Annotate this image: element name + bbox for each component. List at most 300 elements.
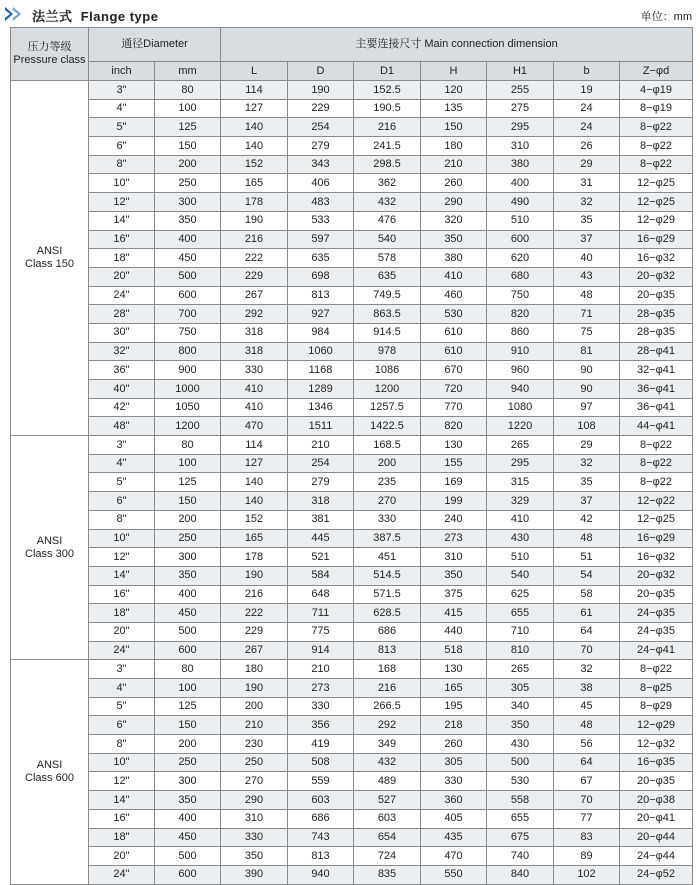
cell-L: 310 — [221, 809, 288, 828]
cell-D: 597 — [288, 230, 354, 249]
cell-inch: 3" — [89, 81, 155, 100]
cell-H1: 1080 — [487, 398, 554, 417]
cell-L: 222 — [221, 604, 288, 623]
cell-L: 190 — [221, 566, 288, 585]
cell-D1: 168 — [354, 660, 421, 679]
cell-b: 42 — [554, 510, 620, 529]
cell-D1: 1257.5 — [354, 398, 421, 417]
cell-D1: 749.5 — [354, 286, 421, 305]
cell-mm: 150 — [155, 716, 221, 735]
cell-mm: 250 — [155, 753, 221, 772]
cell-holes: 16−φ32 — [620, 548, 693, 567]
cell-D1: 241.5 — [354, 137, 421, 156]
cell-L: 178 — [221, 193, 288, 212]
table-row — [11, 660, 693, 679]
cell-mm: 350 — [155, 211, 221, 230]
cell-D1: 451 — [354, 548, 421, 567]
cell-H: 199 — [421, 492, 487, 511]
table-row — [11, 585, 693, 604]
double-chevron-icon — [4, 6, 28, 22]
cell-H: 155 — [421, 454, 487, 473]
cell-b: 37 — [554, 230, 620, 249]
cell-L: 222 — [221, 249, 288, 268]
cell-L: 330 — [221, 828, 288, 847]
cell-mm: 750 — [155, 323, 221, 342]
cell-D1: 835 — [354, 865, 421, 884]
cell-mm: 200 — [155, 510, 221, 529]
cell-L: 267 — [221, 286, 288, 305]
cell-L: 190 — [221, 211, 288, 230]
cell-L: 178 — [221, 548, 288, 567]
cell-D1: 298.5 — [354, 155, 421, 174]
table-row — [11, 137, 693, 156]
cell-D: 927 — [288, 305, 354, 324]
cell-holes: 8−φ19 — [620, 99, 693, 118]
cell-holes: 24−φ35 — [620, 604, 693, 623]
cell-D1: 1200 — [354, 380, 421, 399]
cell-H1: 675 — [487, 828, 554, 847]
cell-L: 152 — [221, 510, 288, 529]
cell-H1: 625 — [487, 585, 554, 604]
cell-H1: 295 — [487, 454, 554, 473]
cell-inch: 40" — [89, 380, 155, 399]
cell-mm: 125 — [155, 697, 221, 716]
table-row — [11, 604, 693, 623]
cell-H: 169 — [421, 473, 487, 492]
table-row — [11, 809, 693, 828]
cell-b: 29 — [554, 436, 620, 455]
cell-inch: 24" — [89, 286, 155, 305]
table-row — [11, 230, 693, 249]
cell-D: 1346 — [288, 398, 354, 417]
cell-H: 440 — [421, 622, 487, 641]
cell-H1: 750 — [487, 286, 554, 305]
cell-D1: 514.5 — [354, 566, 421, 585]
cell-D: 445 — [288, 529, 354, 548]
cell-inch: 20" — [89, 847, 155, 866]
cell-D: 743 — [288, 828, 354, 847]
cell-D: 648 — [288, 585, 354, 604]
cell-H: 610 — [421, 323, 487, 342]
cell-inch: 14" — [89, 791, 155, 810]
cell-b: 24 — [554, 99, 620, 118]
cell-mm: 80 — [155, 660, 221, 679]
table-row — [11, 510, 693, 529]
cell-H1: 860 — [487, 323, 554, 342]
cell-mm: 125 — [155, 118, 221, 137]
cell-H1: 400 — [487, 174, 554, 193]
cell-L: 140 — [221, 473, 288, 492]
cell-b: 70 — [554, 641, 620, 660]
cell-D: 273 — [288, 679, 354, 698]
cell-holes: 28−φ35 — [620, 305, 693, 324]
flange-dimension-table — [10, 27, 693, 885]
cell-L: 230 — [221, 735, 288, 754]
cell-holes: 16−φ29 — [620, 230, 693, 249]
cell-L: 229 — [221, 267, 288, 286]
cell-H: 150 — [421, 118, 487, 137]
cell-mm: 300 — [155, 193, 221, 212]
cell-H: 770 — [421, 398, 487, 417]
cell-mm: 200 — [155, 735, 221, 754]
table-row — [11, 735, 693, 754]
cell-b: 40 — [554, 249, 620, 268]
cell-inch: 16" — [89, 809, 155, 828]
cell-inch: 20" — [89, 267, 155, 286]
cell-holes: 8−φ22 — [620, 473, 693, 492]
table-row — [11, 828, 693, 847]
cell-holes: 8−φ22 — [620, 660, 693, 679]
cell-D: 210 — [288, 436, 354, 455]
cell-D: 1511 — [288, 417, 354, 436]
cell-D: 318 — [288, 492, 354, 511]
cell-holes: 12−φ32 — [620, 735, 693, 754]
cell-H1: 430 — [487, 735, 554, 754]
cell-D: 603 — [288, 791, 354, 810]
cell-L: 216 — [221, 585, 288, 604]
cell-L: 210 — [221, 716, 288, 735]
cell-H: 165 — [421, 679, 487, 698]
table-row — [11, 772, 693, 791]
cell-H: 135 — [421, 99, 487, 118]
cell-D1: 190.5 — [354, 99, 421, 118]
cell-L: 140 — [221, 137, 288, 156]
cell-D: 356 — [288, 716, 354, 735]
diameter-header: 通径Diameter — [89, 28, 221, 62]
cell-mm: 1050 — [155, 398, 221, 417]
cell-b: 90 — [554, 380, 620, 399]
cell-H: 820 — [421, 417, 487, 436]
cell-D: 1060 — [288, 342, 354, 361]
cell-H1: 740 — [487, 847, 554, 866]
cell-H: 550 — [421, 865, 487, 884]
cell-holes: 20−φ35 — [620, 772, 693, 791]
cell-inch: 42" — [89, 398, 155, 417]
cell-inch: 4" — [89, 454, 155, 473]
cell-D1: 489 — [354, 772, 421, 791]
cell-H: 260 — [421, 735, 487, 754]
cell-b: 64 — [554, 753, 620, 772]
cell-holes: 4−φ19 — [620, 81, 693, 100]
cell-mm: 500 — [155, 847, 221, 866]
table-row — [11, 548, 693, 567]
cell-L: 114 — [221, 436, 288, 455]
cell-b: 70 — [554, 791, 620, 810]
pressure-class-cell — [11, 81, 89, 436]
cell-D1: 216 — [354, 679, 421, 698]
cell-inch: 18" — [89, 604, 155, 623]
cell-D: 521 — [288, 548, 354, 567]
cell-H: 350 — [421, 230, 487, 249]
cell-inch: 8" — [89, 155, 155, 174]
main-dimension-header: 主要连接尺寸 Main connection dimension — [221, 28, 693, 62]
cell-D1: 978 — [354, 342, 421, 361]
cell-holes: 12−φ29 — [620, 716, 693, 735]
cell-holes: 44−φ41 — [620, 417, 693, 436]
pressure-class-cell — [11, 660, 89, 884]
cell-H: 273 — [421, 529, 487, 548]
cell-inch: 48" — [89, 417, 155, 436]
cell-D: 984 — [288, 323, 354, 342]
cell-L: 292 — [221, 305, 288, 324]
cell-b: 58 — [554, 585, 620, 604]
cell-D: 508 — [288, 753, 354, 772]
cell-mm: 1200 — [155, 417, 221, 436]
cell-D: 279 — [288, 137, 354, 156]
cell-holes: 32−φ41 — [620, 361, 693, 380]
cell-b: 89 — [554, 847, 620, 866]
cell-mm: 600 — [155, 286, 221, 305]
cell-b: 51 — [554, 548, 620, 567]
table-row — [11, 81, 693, 100]
cell-L: 180 — [221, 660, 288, 679]
cell-mm: 900 — [155, 361, 221, 380]
cell-mm: 700 — [155, 305, 221, 324]
cell-D1: 813 — [354, 641, 421, 660]
cell-mm: 100 — [155, 679, 221, 698]
cell-L: 140 — [221, 492, 288, 511]
cell-D1: 152.5 — [354, 81, 421, 100]
table-row — [11, 753, 693, 772]
cell-D1: 686 — [354, 622, 421, 641]
cell-holes: 24−φ41 — [620, 641, 693, 660]
cell-H1: 265 — [487, 436, 554, 455]
pressure-class-label: ANSI Class 150 — [25, 245, 74, 271]
cell-L: 410 — [221, 380, 288, 399]
cell-b: 54 — [554, 566, 620, 585]
cell-H: 320 — [421, 211, 487, 230]
cell-mm: 450 — [155, 604, 221, 623]
table-body — [11, 81, 693, 885]
cell-b: 48 — [554, 716, 620, 735]
cell-D1: 270 — [354, 492, 421, 511]
cell-H: 130 — [421, 660, 487, 679]
table-row — [11, 99, 693, 118]
table-row — [11, 454, 693, 473]
cell-inch: 5" — [89, 118, 155, 137]
cell-D1: 603 — [354, 809, 421, 828]
cell-holes: 12−φ25 — [620, 510, 693, 529]
cell-D1: 540 — [354, 230, 421, 249]
table-row — [11, 791, 693, 810]
cell-D1: 654 — [354, 828, 421, 847]
table-row — [11, 211, 693, 230]
cell-inch: 3" — [89, 660, 155, 679]
cell-inch: 5" — [89, 473, 155, 492]
cell-b: 32 — [554, 660, 620, 679]
cell-L: 165 — [221, 174, 288, 193]
table-row — [11, 529, 693, 548]
table-row — [11, 193, 693, 212]
col-header-H1: H1 — [487, 62, 554, 81]
cell-inch: 28" — [89, 305, 155, 324]
cell-D: 775 — [288, 622, 354, 641]
cell-b: 32 — [554, 193, 620, 212]
col-header-D1: D1 — [354, 62, 421, 81]
cell-H1: 329 — [487, 492, 554, 511]
cell-L: 290 — [221, 791, 288, 810]
cell-D: 254 — [288, 454, 354, 473]
cell-b: 37 — [554, 492, 620, 511]
cell-H: 290 — [421, 193, 487, 212]
table-row — [11, 679, 693, 698]
cell-holes: 20−φ32 — [620, 566, 693, 585]
cell-H1: 500 — [487, 753, 554, 772]
cell-H: 195 — [421, 697, 487, 716]
cell-H1: 820 — [487, 305, 554, 324]
cell-H1: 810 — [487, 641, 554, 660]
unit-label: 单位：mm — [640, 11, 692, 23]
table-row — [11, 566, 693, 585]
cell-L: 318 — [221, 342, 288, 361]
cell-L: 216 — [221, 230, 288, 249]
table-row — [11, 865, 693, 884]
cell-holes: 12−φ22 — [620, 492, 693, 511]
cell-H: 720 — [421, 380, 487, 399]
cell-D: 406 — [288, 174, 354, 193]
cell-inch: 10" — [89, 174, 155, 193]
cell-inch: 4" — [89, 99, 155, 118]
cell-b: 77 — [554, 809, 620, 828]
cell-holes: 12−φ29 — [620, 211, 693, 230]
cell-inch: 16" — [89, 230, 155, 249]
cell-mm: 150 — [155, 137, 221, 156]
cell-holes: 36−φ41 — [620, 398, 693, 417]
cell-D: 686 — [288, 809, 354, 828]
cell-L: 318 — [221, 323, 288, 342]
cell-b: 83 — [554, 828, 620, 847]
cell-H1: 960 — [487, 361, 554, 380]
cell-L: 410 — [221, 398, 288, 417]
cell-D: 190 — [288, 81, 354, 100]
cell-H1: 410 — [487, 510, 554, 529]
cell-b: 71 — [554, 305, 620, 324]
cell-mm: 400 — [155, 230, 221, 249]
cell-holes: 24−φ44 — [620, 847, 693, 866]
cell-D: 279 — [288, 473, 354, 492]
cell-D: 698 — [288, 267, 354, 286]
cell-D1: 330 — [354, 510, 421, 529]
pressure-class-cell — [11, 436, 89, 660]
cell-H1: 265 — [487, 660, 554, 679]
cell-H1: 540 — [487, 566, 554, 585]
cell-mm: 800 — [155, 342, 221, 361]
cell-H1: 380 — [487, 155, 554, 174]
cell-b: 29 — [554, 155, 620, 174]
table-row — [11, 473, 693, 492]
cell-H1: 310 — [487, 137, 554, 156]
cell-mm: 500 — [155, 267, 221, 286]
cell-inch: 3" — [89, 436, 155, 455]
col-header-b: b — [554, 62, 620, 81]
cell-holes: 20−φ44 — [620, 828, 693, 847]
cell-mm: 80 — [155, 81, 221, 100]
table-row — [11, 342, 693, 361]
cell-H1: 295 — [487, 118, 554, 137]
cell-D: 635 — [288, 249, 354, 268]
cell-D: 813 — [288, 286, 354, 305]
cell-mm: 150 — [155, 492, 221, 511]
cell-D: 584 — [288, 566, 354, 585]
cell-D1: 1422.5 — [354, 417, 421, 436]
cell-b: 45 — [554, 697, 620, 716]
cell-mm: 80 — [155, 436, 221, 455]
cell-H1: 655 — [487, 809, 554, 828]
cell-D1: 349 — [354, 735, 421, 754]
cell-inch: 6" — [89, 492, 155, 511]
cell-H: 180 — [421, 137, 487, 156]
cell-b: 67 — [554, 772, 620, 791]
cell-inch: 12" — [89, 193, 155, 212]
table-row — [11, 622, 693, 641]
cell-D1: 527 — [354, 791, 421, 810]
cell-D1: 635 — [354, 267, 421, 286]
cell-H: 670 — [421, 361, 487, 380]
cell-H1: 620 — [487, 249, 554, 268]
cell-D1: 200 — [354, 454, 421, 473]
pressure-class-label: ANSI Class 600 — [25, 759, 74, 784]
cell-holes: 12−φ25 — [620, 193, 693, 212]
col-header-mm: mm — [155, 62, 221, 81]
cell-H: 375 — [421, 585, 487, 604]
cell-b: 75 — [554, 323, 620, 342]
cell-mm: 1000 — [155, 380, 221, 399]
cell-D: 711 — [288, 604, 354, 623]
cell-L: 267 — [221, 641, 288, 660]
table-row — [11, 118, 693, 137]
cell-b: 108 — [554, 417, 620, 436]
cell-mm: 125 — [155, 473, 221, 492]
table-row — [11, 267, 693, 286]
cell-H: 310 — [421, 548, 487, 567]
table-row — [11, 174, 693, 193]
cell-b: 24 — [554, 118, 620, 137]
cell-D: 940 — [288, 865, 354, 884]
cell-holes: 8−φ25 — [620, 679, 693, 698]
pressure-class-label: ANSI Class 300 — [25, 535, 74, 560]
cell-L: 152 — [221, 155, 288, 174]
cell-holes: 16−φ35 — [620, 753, 693, 772]
cell-b: 102 — [554, 865, 620, 884]
cell-H: 435 — [421, 828, 487, 847]
cell-mm: 100 — [155, 99, 221, 118]
cell-H1: 710 — [487, 622, 554, 641]
cell-H: 530 — [421, 305, 487, 324]
cell-D1: 362 — [354, 174, 421, 193]
cell-H1: 940 — [487, 380, 554, 399]
cell-b: 32 — [554, 454, 620, 473]
cell-mm: 100 — [155, 454, 221, 473]
cell-holes: 36−φ41 — [620, 380, 693, 399]
cell-b: 48 — [554, 529, 620, 548]
cell-inch: 36" — [89, 361, 155, 380]
cell-H1: 350 — [487, 716, 554, 735]
cell-H: 260 — [421, 174, 487, 193]
cell-b: 35 — [554, 211, 620, 230]
cell-holes: 8−φ22 — [620, 454, 693, 473]
cell-D: 254 — [288, 118, 354, 137]
cell-D1: 863.5 — [354, 305, 421, 324]
cell-inch: 16" — [89, 585, 155, 604]
cell-D: 381 — [288, 510, 354, 529]
cell-holes: 20−φ35 — [620, 585, 693, 604]
table-row — [11, 398, 693, 417]
table-row — [11, 436, 693, 455]
table-row — [11, 380, 693, 399]
cell-mm: 250 — [155, 529, 221, 548]
cell-holes: 28−φ35 — [620, 323, 693, 342]
cell-inch: 18" — [89, 249, 155, 268]
